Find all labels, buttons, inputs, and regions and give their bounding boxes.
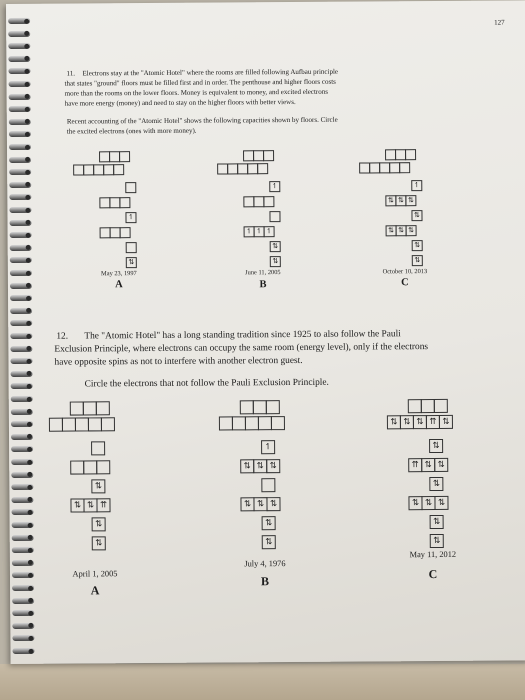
orbital-floor <box>92 536 106 550</box>
orbital-room-box[interactable] <box>240 400 254 414</box>
orbital-floor <box>385 195 416 206</box>
orbital-room-box[interactable] <box>257 163 268 174</box>
orbital-floor <box>429 477 443 491</box>
q11-instruction-2: the excited electrons (ones with more money). <box>66 126 197 136</box>
q11-diagram-a <box>73 151 164 272</box>
orbital-room-box[interactable]: ⇅ <box>387 415 401 429</box>
q11-line-1: Electrons stay at the "Atomic Hotel" where the rooms are filled following Aufbau principle <box>82 67 339 78</box>
q12-diagram-c <box>387 399 488 560</box>
binding-hole <box>28 510 33 515</box>
q11-number: 11. <box>66 69 76 78</box>
binding-hole <box>28 573 33 578</box>
orbital-room-box[interactable] <box>83 401 97 415</box>
orbital-room-box[interactable]: ↿ <box>244 226 255 237</box>
orbital-room-box[interactable]: ⇅ <box>405 195 416 206</box>
binding-hole <box>26 258 31 263</box>
binding-hole <box>28 548 33 553</box>
orbital-floor <box>412 255 423 266</box>
orbital-room-box[interactable]: ⇅ <box>270 241 281 252</box>
orbital-floor <box>217 163 268 174</box>
orbital-floor <box>99 151 130 162</box>
orbital-room-box[interactable] <box>408 399 422 413</box>
orbital-room-box[interactable]: ↿ <box>269 181 280 192</box>
orbital-floor <box>91 479 105 493</box>
binding-hole <box>25 144 30 149</box>
binding-hole <box>28 636 33 641</box>
orbital-floor <box>270 241 281 252</box>
orbital-floor <box>240 400 280 414</box>
orbital-floor <box>412 240 423 251</box>
binding-hole <box>28 611 33 616</box>
orbital-room-box[interactable]: ⇅ <box>411 210 422 221</box>
q11-line-4: have more energy (money) and need to stay on the higher floors with better views. <box>64 97 296 108</box>
orbital-room-box[interactable]: ⇅ <box>439 415 453 429</box>
orbital-room-box[interactable]: ⇅ <box>92 536 106 550</box>
q11-date-a: May 23, 1997 <box>101 270 137 278</box>
orbital-floor <box>429 439 443 453</box>
orbital-room-box[interactable] <box>434 399 448 413</box>
q12-date-c: May 11, 2012 <box>409 549 457 560</box>
q12-line-2: Exclusion Principle, where electrons can occupy the same room (energy level), only if the electrons <box>54 342 429 355</box>
orbital-floor <box>70 401 110 415</box>
q12-line-3: have opposite spins as not to interfere with another electron guest. <box>54 355 303 368</box>
q11-letter-b: B <box>259 279 267 291</box>
orbital-room-box[interactable] <box>62 418 76 432</box>
binding-hole <box>28 585 33 590</box>
orbital-room-box[interactable]: ⇈ <box>408 458 422 472</box>
orbital-room-box[interactable]: ⇅ <box>91 479 105 493</box>
orbital-room-box[interactable] <box>253 400 267 414</box>
orbital-floor <box>73 164 124 175</box>
orbital-room-box[interactable] <box>91 441 105 455</box>
orbital-floor <box>387 415 453 429</box>
q12-date-a: April 1, 2005 <box>72 569 118 579</box>
orbital-room-box[interactable]: ↿ <box>254 226 265 237</box>
binding-hole <box>25 207 30 212</box>
orbital-floor <box>430 515 444 529</box>
binding-hole <box>27 447 32 452</box>
binding-hole <box>24 44 29 49</box>
orbital-floor <box>262 516 276 530</box>
orbital-floor <box>359 162 410 173</box>
orbital-floor <box>125 212 136 223</box>
orbital-room-box[interactable]: ⇅ <box>421 496 435 510</box>
orbital-room-box[interactable] <box>232 416 246 430</box>
orbital-room-box[interactable] <box>421 399 435 413</box>
binding-hole <box>25 107 30 112</box>
orbital-room-box[interactable]: ⇈ <box>96 498 110 512</box>
orbital-floor <box>126 242 137 253</box>
orbital-floor <box>262 535 276 549</box>
q12-number: 12. <box>56 331 69 342</box>
orbital-floor <box>70 498 110 512</box>
binding-hole <box>25 195 30 200</box>
orbital-room-box[interactable] <box>263 150 274 161</box>
orbital-room-box[interactable]: ⇅ <box>70 498 84 512</box>
orbital-floor <box>270 256 281 267</box>
orbital-room-box[interactable] <box>70 460 84 474</box>
orbital-room-box[interactable]: ⇅ <box>406 225 417 236</box>
binding-hole <box>25 81 30 86</box>
orbital-room-box[interactable]: ↿ <box>264 226 275 237</box>
orbital-room-box[interactable] <box>119 151 130 162</box>
orbital-floor <box>261 440 275 454</box>
worksheet-page <box>6 0 525 664</box>
orbital-room-box[interactable]: ⇅ <box>126 257 137 268</box>
orbital-room-box[interactable] <box>101 417 115 431</box>
orbital-room-box[interactable] <box>263 196 274 207</box>
orbital-floor <box>125 182 136 193</box>
q11-instruction-1: Recent accounting of the "Atomic Hotel" shows the following capacities shown by floors. Circle <box>66 115 338 126</box>
orbital-room-box[interactable] <box>261 478 275 492</box>
orbital-floor <box>243 196 274 207</box>
binding-hole <box>26 359 31 364</box>
orbital-room-box[interactable]: ⇅ <box>253 497 267 511</box>
orbital-room-box[interactable]: ⇅ <box>429 477 443 491</box>
orbital-room-box[interactable] <box>126 242 137 253</box>
orbital-room-box[interactable] <box>125 182 136 193</box>
q11-letter-c: C <box>401 277 409 289</box>
orbital-floor <box>408 458 448 472</box>
orbital-room-box[interactable]: ⇅ <box>92 517 106 531</box>
orbital-room-box[interactable]: ⇅ <box>83 498 97 512</box>
table-surface <box>0 664 525 700</box>
q11-diagram-b <box>217 150 308 271</box>
orbital-floor <box>386 225 417 236</box>
binding-hole <box>26 270 31 275</box>
q11-line-2: that states "ground" floors must be filled first and in order. The penthouse and higher floors costs <box>64 77 336 88</box>
orbital-floor <box>219 416 285 430</box>
orbital-floor <box>91 441 105 455</box>
orbital-room-box[interactable]: ⇅ <box>412 255 423 266</box>
orbital-floor <box>92 517 106 531</box>
orbital-room-box[interactable] <box>266 400 280 414</box>
orbital-floor <box>411 180 422 191</box>
orbital-room-box[interactable] <box>88 417 102 431</box>
orbital-room-box[interactable]: ⇅ <box>408 496 422 510</box>
q12-diagram-b <box>219 400 320 561</box>
binding-hole <box>26 333 31 338</box>
orbital-room-box[interactable] <box>49 418 63 432</box>
orbital-room-box[interactable]: ⇅ <box>434 458 448 472</box>
orbital-room-box[interactable]: ⇅ <box>430 515 444 529</box>
orbital-floor <box>243 150 274 161</box>
orbital-room-box[interactable] <box>399 162 410 173</box>
orbital-room-box[interactable]: ⇅ <box>270 256 281 267</box>
orbital-room-box[interactable]: ⇅ <box>395 195 406 206</box>
orbital-room-box[interactable]: ⇅ <box>262 516 276 530</box>
orbital-room-box[interactable]: ⇅ <box>421 458 435 472</box>
orbital-room-box[interactable]: ⇅ <box>430 534 444 548</box>
orbital-floor <box>100 227 131 238</box>
orbital-room-box[interactable]: ⇅ <box>385 195 396 206</box>
orbital-room-box[interactable]: ⇅ <box>240 497 254 511</box>
orbital-room-box[interactable]: ⇈ <box>426 415 440 429</box>
q11-date-b: June 11, 2005 <box>245 269 281 277</box>
orbital-room-box[interactable]: ⇅ <box>253 459 267 473</box>
orbital-room-box[interactable]: ⇅ <box>266 459 280 473</box>
binding-hole <box>27 396 32 401</box>
orbital-room-box[interactable] <box>113 164 124 175</box>
orbital-room-box[interactable]: ⇅ <box>412 240 423 251</box>
q11-line-3: more than the rooms on the lower floors. Money is equivalent to money, and excited electrons <box>64 87 328 98</box>
orbital-room-box[interactable] <box>119 197 130 208</box>
orbital-floor <box>430 534 444 548</box>
orbital-room-box[interactable] <box>120 227 131 238</box>
binding-hole <box>27 384 32 389</box>
orbital-room-box[interactable]: ⇅ <box>434 496 448 510</box>
orbital-room-box[interactable] <box>405 149 416 160</box>
orbital-floor <box>385 149 416 160</box>
q11-letter-a: A <box>115 279 123 291</box>
orbital-room-box[interactable]: ⇅ <box>396 225 407 236</box>
q12-date-b: July 4, 1976 <box>244 559 286 569</box>
orbital-room-box[interactable]: ⇅ <box>400 415 414 429</box>
orbital-room-box[interactable]: ↿ <box>125 212 136 223</box>
binding-hole <box>27 485 32 490</box>
q12-letter-a: A <box>90 583 100 598</box>
orbital-room-box[interactable]: ⇅ <box>413 415 427 429</box>
orbital-room-box[interactable] <box>271 416 285 430</box>
orbital-floor <box>126 257 137 268</box>
orbital-floor <box>49 417 115 431</box>
orbital-room-box[interactable] <box>219 416 233 430</box>
q12-letter-b: B <box>260 574 270 589</box>
orbital-room-box[interactable]: ⇅ <box>240 459 254 473</box>
orbital-floor <box>269 211 280 222</box>
binding-hole <box>28 648 33 653</box>
q11-diagram-c <box>359 149 450 270</box>
orbital-floor <box>99 197 130 208</box>
orbital-floor <box>244 226 275 237</box>
orbital-floor <box>70 460 110 474</box>
orbital-room-box[interactable] <box>245 416 259 430</box>
binding-hole <box>26 321 31 326</box>
q12-letter-c: C <box>428 567 438 582</box>
binding-hole <box>26 233 31 238</box>
orbital-room-box[interactable]: ↿ <box>411 180 422 191</box>
orbital-room-box[interactable] <box>83 460 97 474</box>
orbital-room-box[interactable]: ↿ <box>261 440 275 454</box>
orbital-room-box[interactable] <box>96 401 110 415</box>
binding-hole <box>27 459 32 464</box>
q12-instruction: Circle the electrons that not follow the Pauli Exclusion Principle. <box>84 377 329 390</box>
spiral-binding <box>6 4 37 664</box>
orbital-room-box[interactable] <box>96 460 110 474</box>
orbital-floor <box>240 459 280 473</box>
orbital-floor <box>269 181 280 192</box>
orbital-floor <box>261 478 275 492</box>
orbital-room-box[interactable] <box>75 417 89 431</box>
orbital-floor <box>408 496 448 510</box>
binding-hole <box>26 296 31 301</box>
binding-hole <box>24 69 29 74</box>
binding-hole <box>27 422 32 427</box>
q12-line-1: The "Atomic Hotel" has a long standing tradition since 1925 to also follow the Pauli <box>84 329 401 342</box>
page-number: 127 <box>494 18 505 27</box>
orbital-room-box[interactable] <box>70 401 84 415</box>
orbital-room-box[interactable] <box>258 416 272 430</box>
orbital-floor <box>408 399 448 413</box>
binding-hole <box>24 18 29 23</box>
q11-date-c: October 10, 2013 <box>382 268 428 276</box>
q12-diagram-a <box>49 401 150 562</box>
orbital-room-box[interactable]: ⇅ <box>429 439 443 453</box>
orbital-floor <box>240 497 280 511</box>
orbital-room-box[interactable]: ⇅ <box>266 497 280 511</box>
orbital-room-box[interactable] <box>269 211 280 222</box>
orbital-floor <box>411 210 422 221</box>
binding-hole <box>25 132 30 137</box>
orbital-room-box[interactable]: ⇅ <box>262 535 276 549</box>
orbital-room-box[interactable]: ⇅ <box>386 225 397 236</box>
binding-hole <box>28 522 33 527</box>
binding-hole <box>25 170 30 175</box>
